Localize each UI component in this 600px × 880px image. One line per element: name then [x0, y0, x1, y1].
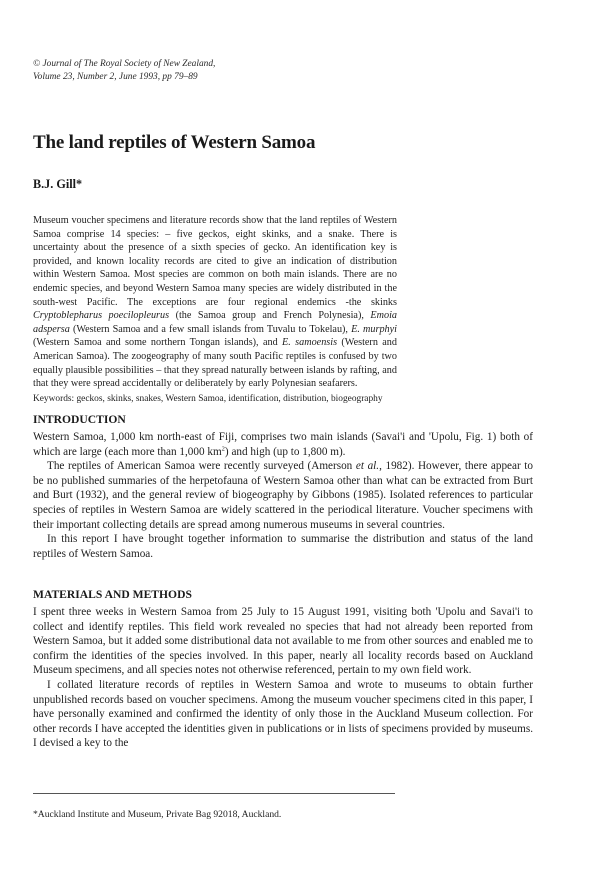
paragraph: In this report I have brought together information to summarise the distribution and status of the land reptiles of Western Samoa.	[33, 533, 533, 560]
abstract-text: (Western Samoa and some northern Tongan islands), and	[33, 337, 283, 349]
text: , 1982). However, there appear to be no published summaries of the herpetofauna of Western Samoa other than what can be extracted from Burt and Burt (1932), and the general review of biogeography by Gibbons (1985). Isolated references to particular species of reptiles in Western Samoa are widely scattered in the periodical literature. Voucher specimens with their important collecting details are spread among numerous museums in several countries.	[33, 460, 534, 531]
paragraph: I collated literature records of reptiles in Western Samoa and wrote to museums to obtain further unpublished records based on voucher specimens. Among the museum voucher specimens cited in this paper, I have personally examined and confirmed the identity of only those in the Auckland Museum collection. For other records I have accepted the identities given in publications or in lists of specimens provided by museums. I devised a key to the	[33, 678, 533, 750]
superscript: 2	[221, 444, 225, 452]
citation-line-1: © Journal of The Royal Society of New Zealand,	[33, 59, 216, 69]
species-name: Emoia adspersa	[33, 310, 397, 335]
paragraph: I spent three weeks in Western Samoa from 25 July to 15 August 1991, visiting both 'Upolu and Savai'i to collect and identify reptiles. This field work revealed no species that had not already been reported from Western Samoa, but it added some distributional data not available to me from other sources and enabled me to confirm the identities of the species involved. In this paper, nearly all locality records based on Auckland Museum specimens, and all species notes not otherwise referenced, pertain to my own field work.	[33, 606, 533, 677]
paragraph	[33, 459, 533, 532]
footnote-divider	[33, 793, 395, 794]
paragraph	[33, 430, 533, 459]
section-heading-methods: MATERIALS AND METHODS	[33, 588, 192, 601]
article-title: The land reptiles of Western Samoa	[33, 132, 316, 153]
species-name: Cryptoblepharus poecilopleurus	[33, 310, 170, 322]
abstract	[33, 214, 397, 391]
methods-body	[33, 605, 533, 751]
keywords: Keywords: geckos, skinks, snakes, Western Samoa, identification, distribution, biogeography	[33, 394, 383, 404]
introduction-body	[33, 430, 533, 561]
text: The reptiles of American Samoa were recently surveyed (Amerson	[47, 460, 356, 473]
citation-line-2: Volume 23, Number 2, June 1993, pp 79–89	[33, 72, 198, 82]
species-name: E. samoensis	[282, 337, 338, 349]
et-al: et al.	[355, 460, 380, 473]
species-name: E. murphyi	[351, 323, 397, 335]
footnote-affiliation: *Auckland Institute and Museum, Private Bag 92018, Auckland.	[33, 809, 282, 820]
abstract-text: (the Samoa group and French Polynesia),	[169, 310, 371, 322]
author-name: B.J. Gill*	[33, 177, 83, 191]
abstract-text: Museum voucher specimens and literature records show that the land reptiles of Western Samoa comprise 14 species: – five geckos, eight skinks, and a snake. There is uncertainty about the presence of a sixth species of gecko. An identification key is provided, and known locality records are cited to give an indication of distribution within Western Samoa. Most species are common on both main islands. There are no endemic species, and beyond Western Samoa many species are widely distributed in the south-west Pacific. The exceptions are four regional endemics -the skinks	[33, 215, 397, 308]
journal-citation	[33, 58, 215, 84]
section-heading-introduction: INTRODUCTION	[33, 413, 126, 426]
text: Western Samoa, 1,000 km north-east of Fiji, comprises two main islands (Savai'i and 'Upolu, Fig. 1) both of which are large (each more than 1,000 km	[33, 431, 533, 458]
text: ) and high (up to 1,800 m).	[224, 445, 346, 458]
abstract-text: (Western and American Samoa). The zoogeography of many south Pacific reptiles is confused by two equally plausible possibilities – that they spread naturally between islands by rafting, and that they were spread accidentally or deliberately by early Polynesian seafarers.	[33, 337, 397, 390]
abstract-text: (Western Samoa and a few small islands from Tuvalu to Tokelau),	[69, 323, 352, 335]
